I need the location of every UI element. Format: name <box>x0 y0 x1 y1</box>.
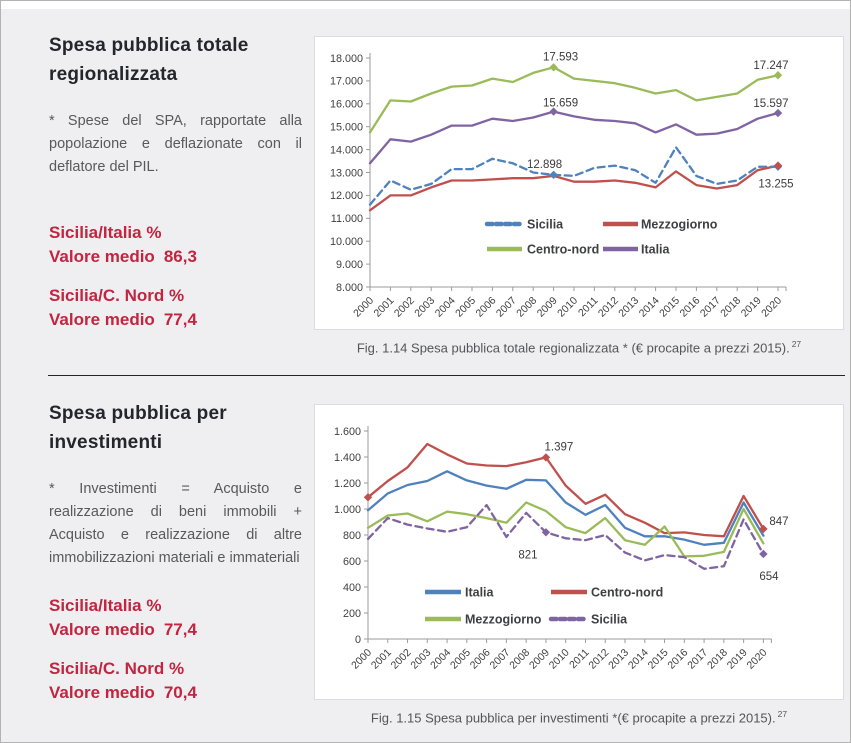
svg-text:14.000: 14.000 <box>329 144 363 157</box>
svg-text:2012: 2012 <box>586 646 612 672</box>
svg-text:2005: 2005 <box>453 294 479 320</box>
svg-text:2009: 2009 <box>534 294 560 320</box>
figure-caption-1-14 <box>314 339 844 355</box>
svg-text:2007: 2007 <box>493 294 519 320</box>
svg-text:17.247: 17.247 <box>753 60 789 73</box>
svg-text:1.397: 1.397 <box>544 441 574 454</box>
stat-value: 77,4 <box>163 310 197 329</box>
svg-text:12.898: 12.898 <box>527 158 563 171</box>
section1-stats <box>49 221 302 332</box>
section1-note: * Spese del SPA, rapportate alla popolazione e deflazionate con il deflatore del PIL. <box>49 113 302 175</box>
svg-text:0: 0 <box>354 633 361 646</box>
stat-label: Valore medio <box>49 620 155 639</box>
caption-text: Fig. 1.15 Spesa pubblica per investimenti *(€ procapite a prezzi 2015). <box>370 710 776 726</box>
stat-heading: Sicilia/Italia % <box>49 596 162 615</box>
svg-text:11.000: 11.000 <box>330 213 363 226</box>
stat-label: Valore medio <box>49 683 155 702</box>
footnote-ref: 27 <box>791 339 802 349</box>
section-investimenti-text <box>49 399 302 720</box>
stat-heading: Sicilia/C. Nord % <box>49 286 185 305</box>
svg-text:2000: 2000 <box>351 294 377 320</box>
section2-title: Spesa pubblica per investimenti <box>49 403 227 453</box>
stat-block-sicilia-cnord <box>49 657 302 705</box>
svg-text:1.400: 1.400 <box>333 451 361 464</box>
svg-text:2002: 2002 <box>388 646 414 672</box>
svg-text:2000: 2000 <box>349 646 375 672</box>
section2-note: * Investimenti = Acquisto e realizzazione di beni immobili + Acquisto e realizzazione di altre immobilizzazioni materiali e immateriali <box>49 481 302 566</box>
svg-text:1.000: 1.000 <box>333 503 361 516</box>
stat-heading: Sicilia/Italia % <box>49 223 162 242</box>
stat-heading: Sicilia/C. Nord % <box>49 659 185 678</box>
svg-text:Italia: Italia <box>641 242 670 257</box>
svg-text:2012: 2012 <box>595 294 621 320</box>
svg-text:2001: 2001 <box>368 646 394 672</box>
svg-text:10.000: 10.000 <box>329 236 363 248</box>
svg-text:600: 600 <box>342 555 361 568</box>
svg-text:2015: 2015 <box>657 294 683 320</box>
stat-block-sicilia-cnord <box>49 284 302 332</box>
stat-label: Valore medio <box>49 247 155 266</box>
svg-text:Italia: Italia <box>465 585 494 600</box>
svg-text:2018: 2018 <box>718 294 744 320</box>
stat-label: Valore medio <box>49 310 155 329</box>
svg-text:2010: 2010 <box>555 294 581 320</box>
svg-text:2014: 2014 <box>625 646 651 672</box>
svg-text:2006: 2006 <box>473 294 499 320</box>
section2-stats <box>49 594 302 705</box>
stat-value: 77,4 <box>163 620 197 639</box>
svg-text:2013: 2013 <box>616 294 642 320</box>
stat-block-sicilia-italia <box>49 594 302 642</box>
stat-line <box>49 681 302 705</box>
svg-text:15.597: 15.597 <box>753 98 789 111</box>
stat-block-sicilia-italia <box>49 221 302 269</box>
svg-text:2007: 2007 <box>487 646 513 672</box>
svg-text:15.000: 15.000 <box>329 121 363 134</box>
svg-text:2001: 2001 <box>371 294 397 320</box>
footnote-ref: 27 <box>777 709 788 719</box>
svg-text:13.000: 13.000 <box>329 167 363 180</box>
stat-value: 70,4 <box>163 683 197 702</box>
figure-caption-1-15 <box>314 709 844 725</box>
section-divider <box>48 375 845 376</box>
stat-line <box>49 618 302 642</box>
chart-panel-spesa-totale <box>314 36 844 330</box>
caption-text: Fig. 1.14 Spesa pubblica totale regionalizzata * (€ procapite a prezzi 2015). <box>356 340 790 356</box>
svg-text:821: 821 <box>518 549 538 562</box>
svg-text:200: 200 <box>342 607 361 620</box>
svg-text:2019: 2019 <box>724 646 750 672</box>
svg-text:2017: 2017 <box>685 646 711 672</box>
svg-text:1.600: 1.600 <box>333 425 361 438</box>
svg-text:2008: 2008 <box>514 294 540 320</box>
line-chart-spesa-totale <box>315 37 843 329</box>
svg-text:Sicilia: Sicilia <box>527 217 564 232</box>
svg-text:18.000: 18.000 <box>329 52 363 65</box>
svg-text:16.000: 16.000 <box>329 98 363 111</box>
svg-text:2003: 2003 <box>408 646 434 672</box>
svg-text:2009: 2009 <box>527 646 553 672</box>
svg-text:17.000: 17.000 <box>329 75 363 88</box>
line-chart-investimenti <box>315 405 843 699</box>
svg-text:15.659: 15.659 <box>543 97 579 110</box>
svg-text:2020: 2020 <box>759 294 785 320</box>
svg-text:Centro-nord: Centro-nord <box>591 585 664 600</box>
svg-text:2005: 2005 <box>447 646 473 672</box>
svg-text:Centro-nord: Centro-nord <box>527 242 600 257</box>
svg-text:2018: 2018 <box>704 646 730 672</box>
svg-text:2006: 2006 <box>467 646 493 672</box>
svg-text:2002: 2002 <box>391 294 417 320</box>
svg-text:2019: 2019 <box>738 294 764 320</box>
svg-text:Sicilia: Sicilia <box>591 612 628 627</box>
svg-text:2016: 2016 <box>677 294 703 320</box>
svg-text:654: 654 <box>759 570 779 583</box>
svg-text:2004: 2004 <box>428 646 454 672</box>
top-margin-strip <box>1 1 850 9</box>
svg-text:12.000: 12.000 <box>329 190 363 203</box>
stat-value: 86,3 <box>163 247 197 266</box>
svg-text:2020: 2020 <box>744 646 770 672</box>
svg-text:847: 847 <box>769 515 789 528</box>
chart-panel-investimenti <box>314 404 844 700</box>
svg-text:2013: 2013 <box>606 646 632 672</box>
svg-text:2015: 2015 <box>645 646 671 672</box>
svg-text:2011: 2011 <box>576 294 601 320</box>
svg-text:2008: 2008 <box>507 646 533 672</box>
section1-title: Spesa pubblica totale regionalizzata <box>49 35 249 85</box>
svg-text:800: 800 <box>342 529 361 542</box>
svg-text:2003: 2003 <box>412 294 438 320</box>
svg-text:2004: 2004 <box>432 294 458 320</box>
section-spesa-totale-text <box>49 31 302 347</box>
svg-text:2016: 2016 <box>665 646 691 672</box>
svg-text:17.593: 17.593 <box>543 51 579 64</box>
svg-text:1.200: 1.200 <box>333 477 361 490</box>
svg-text:8.000: 8.000 <box>335 281 363 294</box>
svg-text:Mezzogiorno: Mezzogiorno <box>641 217 718 232</box>
stat-line <box>49 308 302 332</box>
svg-text:13.255: 13.255 <box>758 178 794 191</box>
svg-text:2011: 2011 <box>567 646 592 672</box>
svg-text:2010: 2010 <box>546 646 572 672</box>
svg-text:400: 400 <box>342 581 361 594</box>
svg-text:2014: 2014 <box>636 294 662 320</box>
svg-text:2017: 2017 <box>697 294 723 320</box>
svg-text:Mezzogiorno: Mezzogiorno <box>465 612 542 627</box>
svg-text:9.000: 9.000 <box>335 258 363 271</box>
stat-line <box>49 245 302 269</box>
